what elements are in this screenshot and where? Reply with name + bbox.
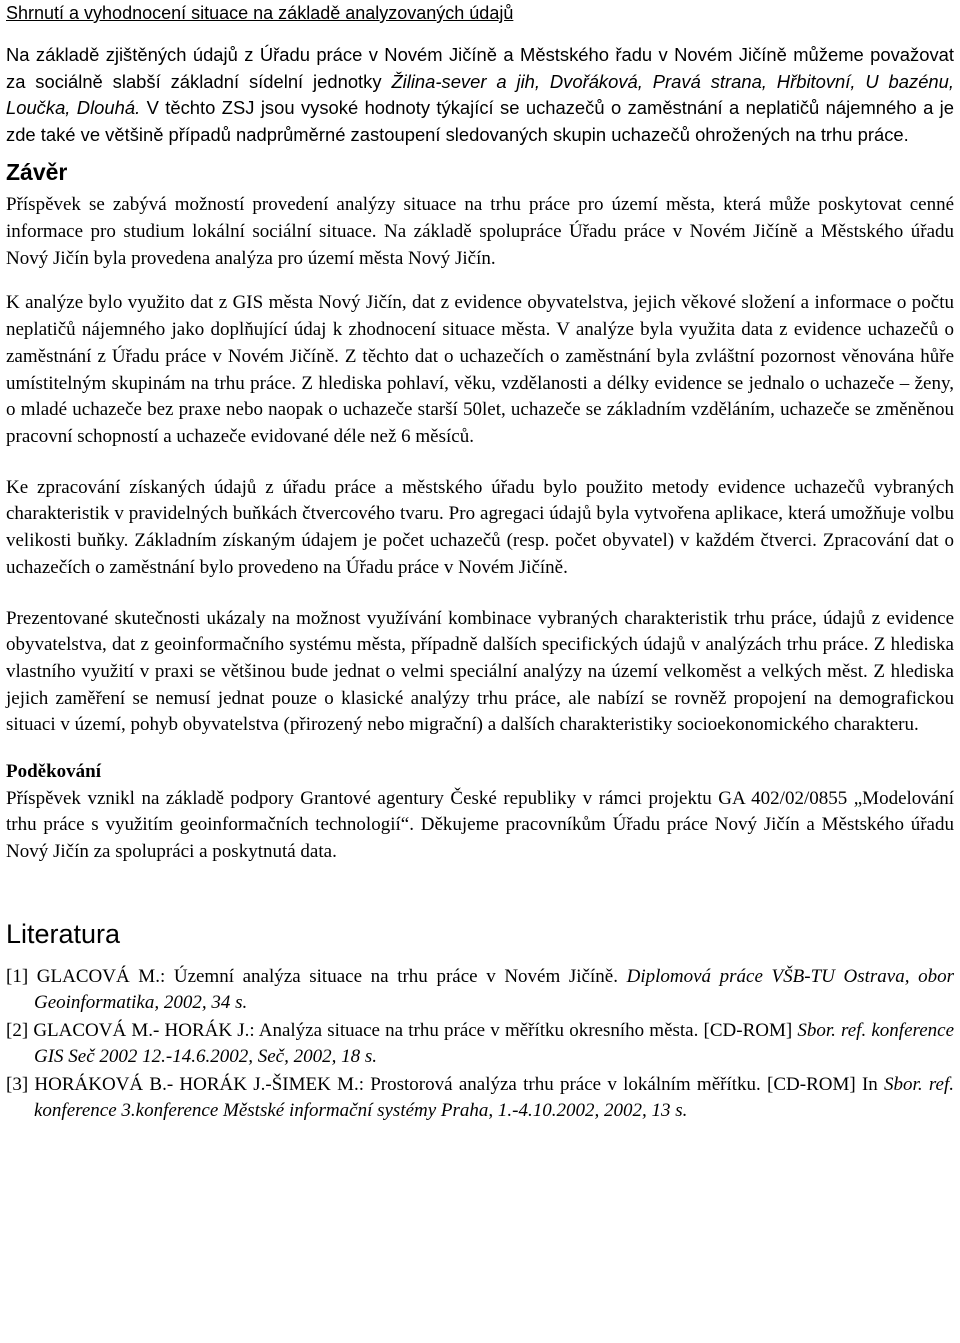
reference-3-text: [3] HORÁKOVÁ B.- HORÁK J.-ŠIMEK M.: Prostorová analýza trhu práce v lokálním měřítku. [CD-ROM] In (6, 1073, 885, 1095)
reference-2-source: Sbor. ref. konference GIS Seč 2002 12.-14.6.2002, Seč, 2002, 18 s. (34, 1019, 955, 1068)
document-page (6, 0, 954, 1125)
summary-units-italic: Žilina-sever a jih, Dvořáková, Pravá strana, Hřbitovní, U bazénu, Loučka, Dlouhá. (6, 70, 955, 119)
summary-text-start: Na základě zjištěných údajů z Úřadu práce v Novém Jičíně a Městského řadu v Novém Jičíně můžeme považovat za sociálně slabší základní sídelní jednotky (6, 44, 954, 92)
reference-item-3 (6, 1072, 954, 1125)
conclusion-paragraph-2: K analýze bylo využito dat z GIS města Nový Jičín, dat z evidence obyvatelstva, jejich věkové složení a informace o počtu neplatičů nájemného jako doplňující údaj k zhodnocení situace města. V analýze byla využita data z evidence uchazečů o zaměstnání z Úřadu práce v Novém Jičíně. Z těchto dat o uchazečích o zaměstnání byla zvláštní pozornost věnována hůře umístitelným skupinám na trhu práce. Z hlediska pohlaví, věku, vzdělanosti a délky evidence se jednalo o uchazeče – ženy, o mladé uchazeče bez praxe nebo naopak o uchazeče starší 50let, uchazeče se základním vzděláním, uchazeče se změněnou pracovní schopností a uchazeče evidované déle než 6 měsíců. (6, 292, 954, 447)
reference-1-source: Diplomová práce VŠB-TU Ostrava, obor Geoinformatika, 2002, 34 s. (34, 965, 954, 1014)
summary-paragraph (6, 42, 954, 148)
reference-item-1 (6, 964, 954, 1017)
summary-heading: Shrnutí a vyhodnocení situace na základě analyzovaných údajů (6, 3, 514, 23)
literature-heading: Literatura (6, 918, 121, 949)
conclusion-heading: Závěr (6, 159, 68, 186)
reference-1-text: [1] GLACOVÁ M.: Územní analýza situace na trhu práce v Novém Jičíně. (6, 965, 627, 987)
acknowledgement-heading: Poděkování (6, 761, 102, 783)
conclusion-paragraph-1: Příspěvek se zabývá možností provedení analýzy situace na trhu práce pro území města, která může poskytovat cenné informace pro studium lokální sociální situace. Na základě spolupráce Úřadu práce v Novém Jičíně a Městského úřadu Nový Jičín byla provedena analýza pro území města Nový Jičín. (6, 194, 954, 269)
reference-3-source: Sbor. ref. konference 3.konference Městské informační systémy Praha, 1.-4.10.2002, 2002, 13 s. (34, 1073, 954, 1122)
reference-2-text: [2] GLACOVÁ M.- HORÁK J.: Analýza situace na trhu práce v měřítku okresního města. [CD-ROM] (6, 1019, 798, 1041)
summary-text-end: V těchto ZSJ jsou vysoké hodnoty týkající se uchazečů o zaměstnání a neplatičů nájemného a je zde také ve většině případů nadprůměrné zastoupení sledovaných skupin uchazečů ohrožených na trhu práce. (6, 97, 954, 145)
conclusion-paragraph-3: Ke zpracování získaných údajů z úřadu práce a městského úřadu bylo použito metody evidence uchazečů vybraných charakteristik v pravidelných buňkách čtvercového tvaru. Pro agregaci údajů byla vytvořena aplikace, která umožňuje volbu velikosti buňky. Základním získaným údajem je počet uchazečů (resp. počet obyvatel) v každém čtverci. Zpracování dat o uchazečích o zaměstnání bylo provedeno na Úřadu práce v Novém Jičíně. (6, 476, 954, 578)
conclusion-paragraph-4: Prezentované skutečnosti ukázaly na možnost využívání kombinace vybraných charakteristik trhu práce, údajů z evidence obyvatelstva, dat z geoinformačního systému města, případně dalších specifických údajů v analýzách trhu práce. Z hlediska vlastního využití v praxi se většinou bude jednat o velmi speciální analýzy na území velkoměst a velkých měst. Z hlediska jejich zaměření se nemusí jednat pouze o klasické analýzy trhu práce, ale nabízí se rovněž propojení na demografickou situaci v území, pohyb obyvatelstva (přirozený nebo migrační) a dalších charakteristiky socioekonomického charakteru. (6, 607, 954, 736)
acknowledgement-paragraph: Příspěvek vznikl na základě podpory Grantové agentury České republiky v rámci projektu GA 402/02/0855 „Modelování trhu práce s využitím geoinformačních technologií“. Děkujeme pracovníkům Úřadu práce Nový Jičín a Městského úřadu Nový Jičín za spolupráci a poskytnutá data. (6, 787, 954, 863)
reference-item-2 (6, 1018, 954, 1071)
